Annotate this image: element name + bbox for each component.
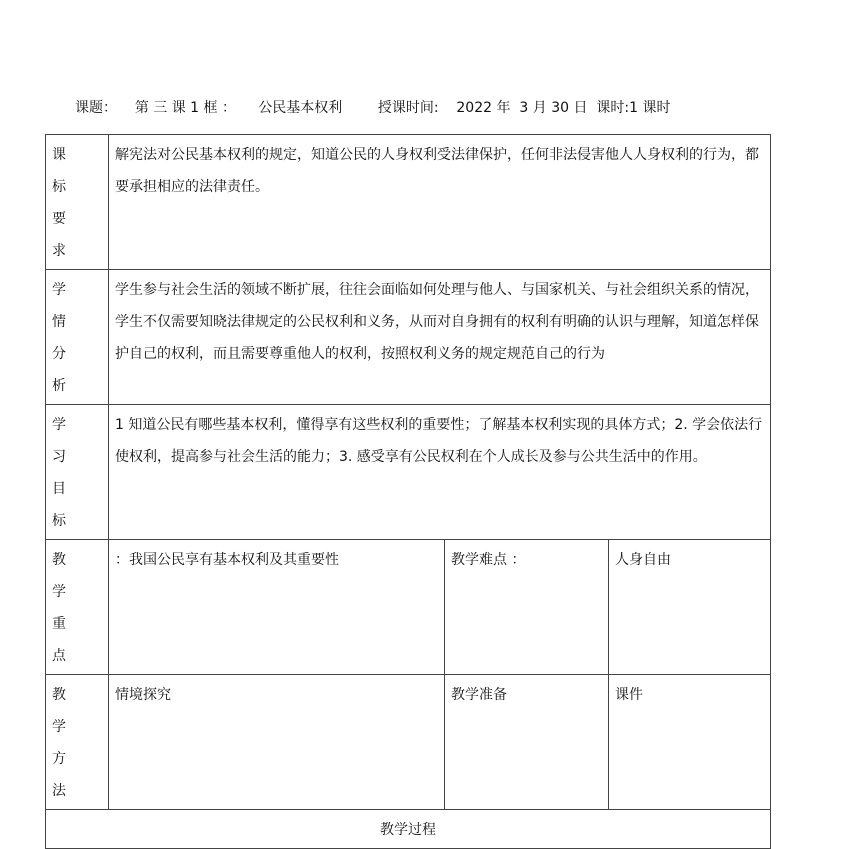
table-row	[46, 540, 771, 675]
lesson-header	[75, 99, 670, 117]
standards-content: 解宪法对公民基本权利的规定，知道公民的人身权利受法律保护，任何非法侵害他人人身权利的行为，都要承担相应的法律责任。	[109, 135, 771, 270]
analysis-label: 学 情 分 析	[46, 270, 109, 405]
day: 30 日	[551, 100, 588, 116]
lesson-title: 公民基本权利	[258, 100, 343, 116]
goals-content: 1 知道公民有哪些基本权利，懂得享有这些权利的重要性；了解基本权利实现的具体方式；2. 学会依法行使权利，提高参与社会生活的能力；3. 感受享有公民权利在个人成长及参与公共生活中的作用。	[109, 405, 771, 540]
time-label: 授课时间:	[377, 100, 439, 116]
table-row	[46, 405, 771, 540]
table-row	[46, 135, 771, 270]
table-row	[46, 675, 771, 810]
prep-label: 教学准备	[445, 675, 609, 810]
focus-content: ：我国公民享有基本权利及其重要性	[109, 540, 445, 675]
difficulty-label: 教学难点 ：	[445, 540, 609, 675]
year: 2022 年	[456, 100, 511, 116]
lesson-plan-table	[45, 134, 771, 849]
focus-label: 教 学 重 点	[46, 540, 109, 675]
analysis-content: 学生参与社会生活的领域不断扩展，往往会面临如何处理与他人、与国家机关、与社会组织关系的情况，学生不仅需要知晓法律规定的公民权利和义务，从而对自身拥有的权利有明确的认识与理解，知道怎样保护自己的权利，而且需要尊重他人的权利，按照权利义务的规定规范自己的行为	[109, 270, 771, 405]
lesson-number: 第 三 课 1 框 ：	[134, 100, 236, 116]
process-heading: 教学过程	[46, 810, 771, 849]
table-row	[46, 810, 771, 849]
method-content: 情境探究	[109, 675, 445, 810]
table-row	[46, 270, 771, 405]
month: 3 月	[519, 100, 547, 116]
difficulty-content: 人身自由	[609, 540, 771, 675]
class-period: 课时:1 课时	[596, 100, 671, 116]
standards-label: 课 标 要 求	[46, 135, 109, 270]
goals-label: 学 习 目 标	[46, 405, 109, 540]
topic-label: 课题：	[75, 100, 117, 116]
prep-content: 课件	[609, 675, 771, 810]
method-label: 教 学 方 法	[46, 675, 109, 810]
